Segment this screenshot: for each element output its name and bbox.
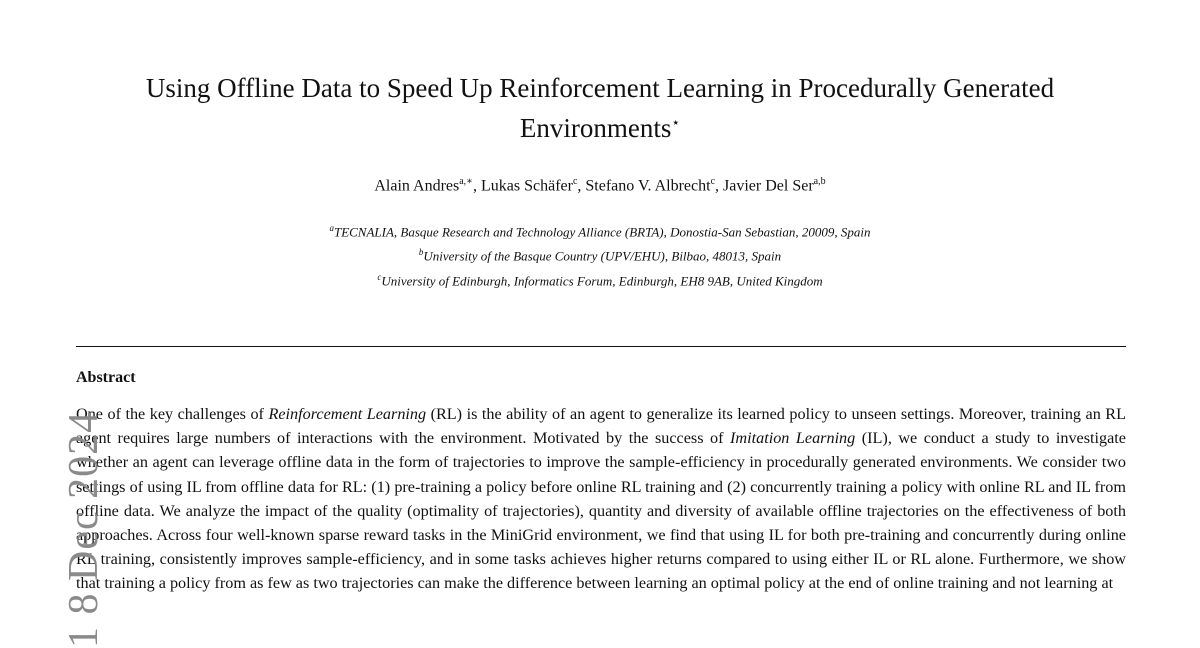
arxiv-side-stamp: 1 8 Dec 2024 (61, 410, 107, 648)
author-sup: c (572, 176, 578, 187)
abstract-emphasis: Imitation Learning (730, 429, 856, 448)
paper-title (0, 70, 1200, 146)
affiliation-text: University of the Basque Country (UPV/EHU), Bilbao, 48013, Spain (423, 248, 782, 264)
affiliation-list (0, 218, 1200, 291)
title-footnote-mark: ⋆ (671, 116, 681, 131)
affiliation (0, 267, 1200, 291)
affiliation (0, 242, 1200, 266)
abstract-text: (RL) is the ability of an agent to generalize its learned policy to unseen settings. Moreover, training an RL agent requires large numbers of interactions with the environment. Motivated by the success of (76, 405, 1126, 448)
author-list: Alain Andres$^{a,∗}$, Lukas Schäfer$^c$, Stefano V. Albrecht$^c$, Javier Del Ser$^{a,b}$ (374, 176, 826, 195)
title-line-1: Using Offline Data to Speed Up Reinforcement Learning in Procedurally Generated (145, 73, 1055, 103)
author-sup: c (710, 176, 716, 187)
author-name: Lukas Schäfer (480, 177, 573, 195)
affiliation-mark: a (329, 223, 334, 233)
affiliation-text: University of Edinburgh, Informatics Forum, Edinburgh, EH8 9AB, United Kingdom (381, 272, 823, 288)
author-name: Stefano V. Albrecht (585, 177, 711, 195)
title-line-2 (0, 106, 1200, 146)
affiliation-mark: c (377, 271, 382, 282)
abstract-heading: Abstract (76, 369, 136, 386)
abstract-text: (IL), we conduct a study to investigate whether an agent can leverage offline data in the form of trajectories to improve the sample-efficiency in procedurally generated environments. We consider two settings of using IL from offline data for RL: (1) pre-training a policy before online RL training and (2) concurrently training a policy with online RL and IL from offline data. We analyze the impact of the quality (optimality of trajectories), quantity and diversity of available offline trajectories on the effectiveness of both approaches. Across four well-known sparse reward tasks in the MiniGrid environment, we find that using IL for both pre-training and concurrently during online RL training, consistently improves sample-efficiency, and in some tasks achieves higher returns compared to using either IL or RL alone. Furthermore, we show that training a policy from as few as two trajectories can make the difference between learning an optimal policy at the end of online training and not learning at (76, 429, 1126, 593)
abstract-body (76, 402, 1126, 596)
horizontal-rule (76, 346, 1126, 347)
affiliation (0, 218, 1200, 242)
abstract-emphasis: Reinforcement Learning (268, 405, 427, 423)
affiliation-mark: b (418, 247, 424, 258)
abstract-text: One of the key challenges of (76, 405, 269, 423)
title-line-2-text: Environments (519, 113, 672, 143)
author-name: Javier Del Ser (723, 177, 814, 195)
affiliation-text: TECNALIA, Basque Research and Technology Alliance (BRTA), Donostia-San Sebastian, 20009, Spain (333, 224, 871, 240)
author-sup: a,b (813, 176, 826, 187)
author-sup: a,∗ (459, 176, 473, 187)
author-name: Alain Andres (374, 177, 460, 195)
